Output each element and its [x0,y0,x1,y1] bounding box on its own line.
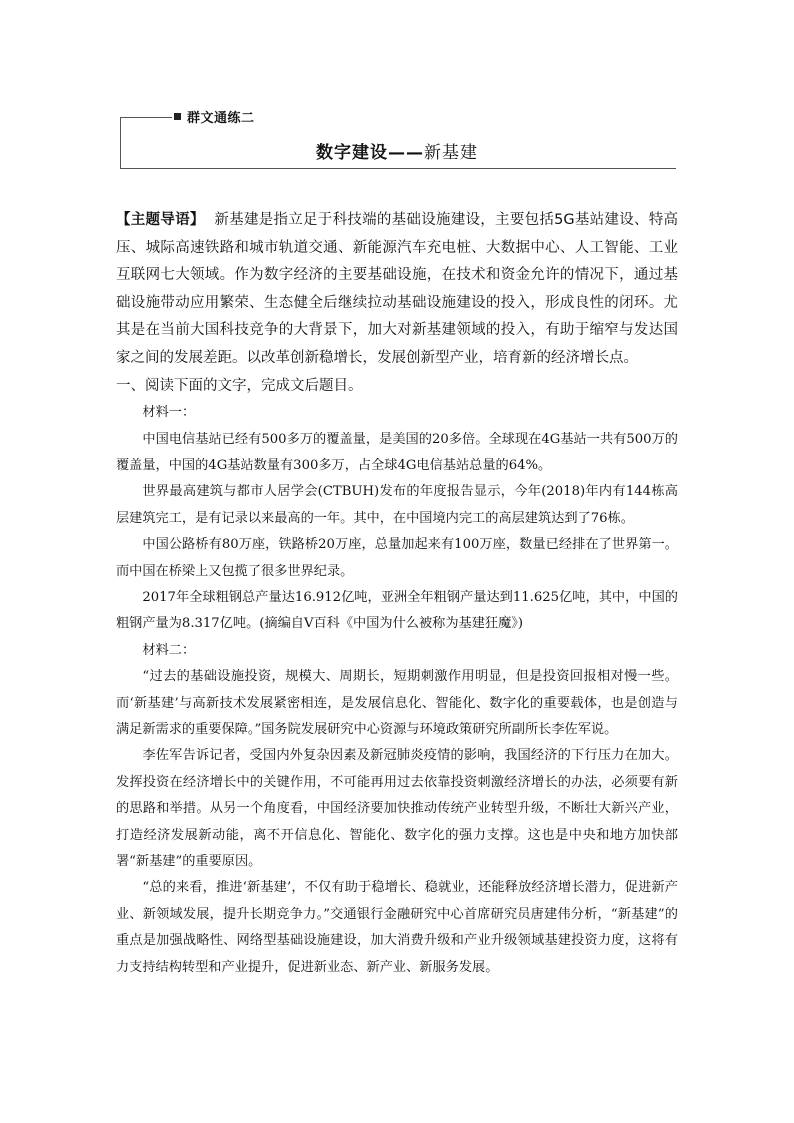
theme-intro [116,207,678,373]
material1-paragraph: 中国公路桥有80万座，铁路桥20万座，总量加起来有100万座，数量已经排在了世界第一。而中国在桥梁上又包揽了很多世界纪录。 [116,537,678,579]
bullet-square-icon [174,113,181,120]
material1-paragraph: 2017年全球粗钢总产量达16.912亿吨，亚洲全年粗钢产量达到11.625亿吨，其中，中国的粗钢产量为8.317亿吨。(摘编自V百科《中国为什么被称为基建狂魔》) [116,590,678,632]
header-frame-bottom-line [120,168,676,169]
material1-label: 材料一： [142,405,196,421]
material1-paragraph: 中国电信基站已经有500多万的覆盖量，是美国的20多倍。全球现在4G基站一共有500万的覆盖量，中国的4G基站数量有300多万，占全球4G电信基站总量的64%。 [116,431,678,473]
page-title-main: 数字建设 [316,143,388,163]
material2-paragraph: “过去的基础设施投资，规模大、周期长，短期刺激作用明显，但是投资回报相对慢一些。而‘新基建’与高新技术发展紧密相连，是发展信息化、智能化、数字化的重要载体，也是创造与满足新需求的重要保障。”国务院发展研究中心资源与环境政策研究所副所长李佐军说。 [116,669,678,738]
section-label-text: 群文通练二 [187,110,255,126]
header-frame-top-line [120,117,172,118]
theme-intro-text: 新基建是指立足于科技端的基础设施建设，主要包括5G基站建设、特高压、城际高速铁路和城市轨道交通、新能源汽车充电桩、大数据中心、人工智能、工业互联网七大领域。作为数字经济的主要基础设施，在技术和资金允许的情况下，通过基础设施带动应用繁荣、生态健全后继续拉动基础设施建设的投入，形成良性的闭环。尤其是在当前大国科技竞争的大背景下，加大对新基建领域的投入，有助于缩窄与发达国家之间的发展差距。以改革创新稳增长，发展创新型产业，培育新的经济增长点。 [116,212,679,366]
section-label [174,106,255,126]
material2-paragraph: “总的来看，推进‘新基建’，不仅有助于稳增长、稳就业，还能释放经济增长潜力，促进新产业、新领域发展，提升长期竞争力。”交通银行金融研究中心首席研究员唐建伟分析，“新基建”的重点是加强战略性、网络型基础设施建设，加大消费升级和产业升级领域基建投资力度，这将有力支持结构转型和产业提升，促进新业态、新产业、新服务发展。 [116,880,678,975]
material2-label: 材料二： [142,642,196,658]
document-body [116,207,678,981]
page-title-dash: —— [388,143,424,163]
material1-paragraph: 世界最高建筑与都市人居学会(CTBUH)发布的年度报告显示，今年(2018)年内有144栋高层建筑完工，是有记录以来最高的一年。其中，在中国境内完工的高层建筑达到了76栋。 [116,484,678,526]
page-title-sub: 新基建 [424,143,478,163]
material2-paragraph: 李佐军告诉记者，受国内外复杂因素及新冠肺炎疫情的影响，我国经济的下行压力在加大。发挥投资在经济增长中的关键作用，不可能再用过去依靠投资刺激经济增长的办法，必须要有新的思路和举措。从另一个角度看，中国经济要加快推动传统产业转型升级，不断壮大新兴产业，打造经济发展新动能，离不开信息化、智能化、数字化的强力支撑。这也是中央和地方加快部署“新基建”的重要原因。 [116,748,678,870]
theme-intro-tag: 【主题导语】 [116,212,205,228]
reading-question-heading: 一、阅读下面的文字，完成文后题目。 [116,377,363,394]
page-title [0,138,794,163]
